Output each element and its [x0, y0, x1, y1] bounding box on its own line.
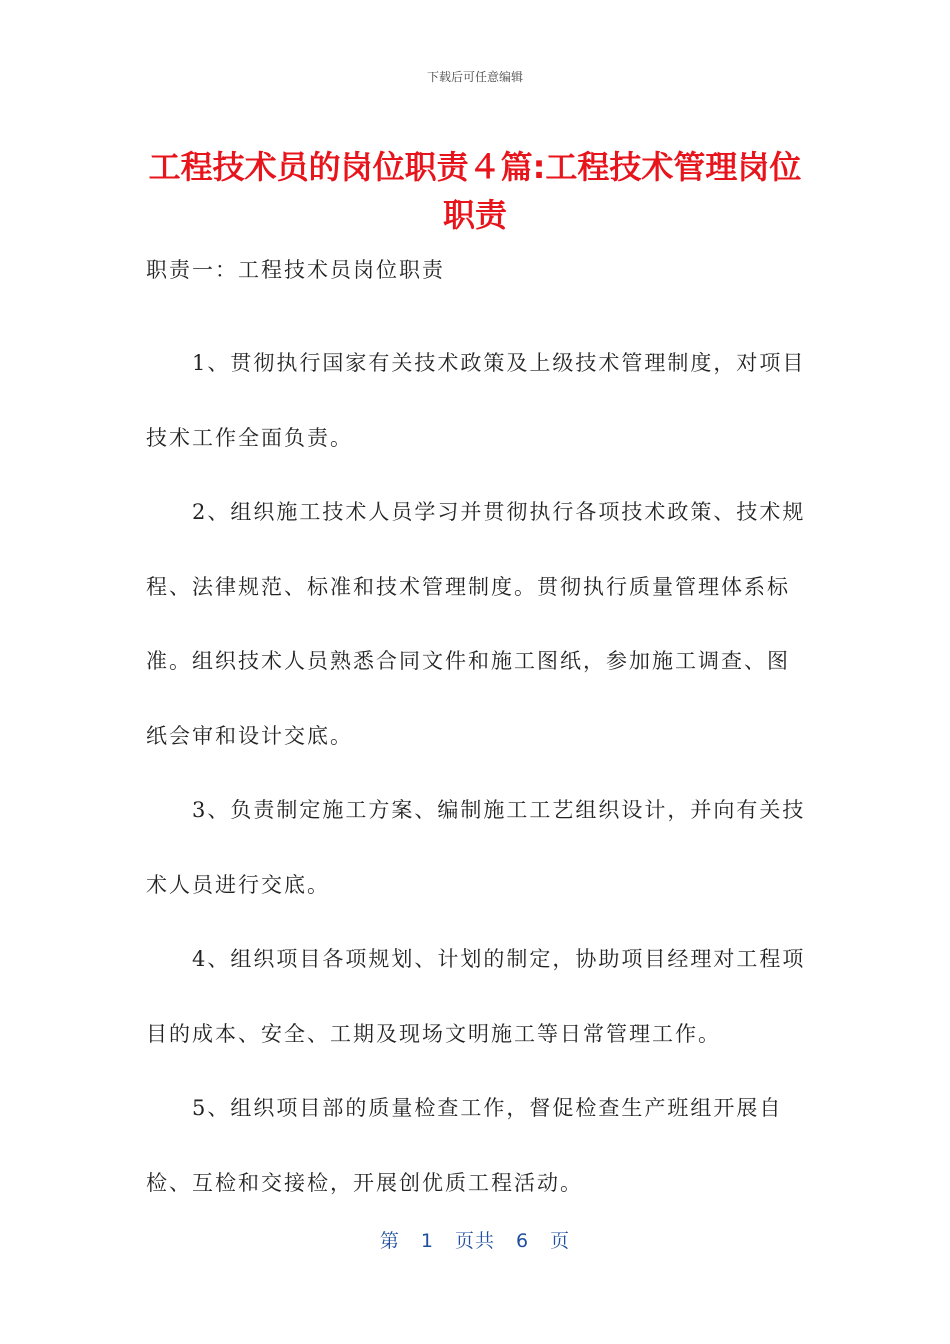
document-body: [146, 252, 806, 1220]
page-footer: 第 1 页共 6 页: [379, 1230, 571, 1252]
paragraph-3: 3、负责制定施工方案、编制施工工艺组织设计，并向有关技术人员进行交底。: [146, 798, 806, 897]
document-title: 工程技术员的岗位职责４篇:工程技术管理岗位职责: [148, 148, 802, 234]
section-heading: 职责一：工程技术员岗位职责: [146, 258, 445, 282]
paragraph-5: 5、组织项目部的质量检查工作，督促检查生产班组开展自检、互检和交接检，开展创优质工程活动。: [146, 1096, 783, 1195]
paragraph-1: 1、贯彻执行国家有关技术政策及上级技术管理制度，对项目技术工作全面负责。: [146, 351, 806, 450]
paragraph-2: 2、组织施工技术人员学习并贯彻执行各项技术政策、技术规程、法律规范、标准和技术管理制度。贯彻执行质量管理体系标准。组织技术人员熟悉合同文件和施工图纸，参加施工调查、图纸会审和设计交底。: [146, 500, 806, 748]
paragraph-4: 4、组织项目各项规划、计划的制定，协助项目经理对工程项目的成本、安全、工期及现场文明施工等日常管理工作。: [146, 947, 806, 1046]
header-note: 下载后可任意编辑: [426, 70, 523, 84]
